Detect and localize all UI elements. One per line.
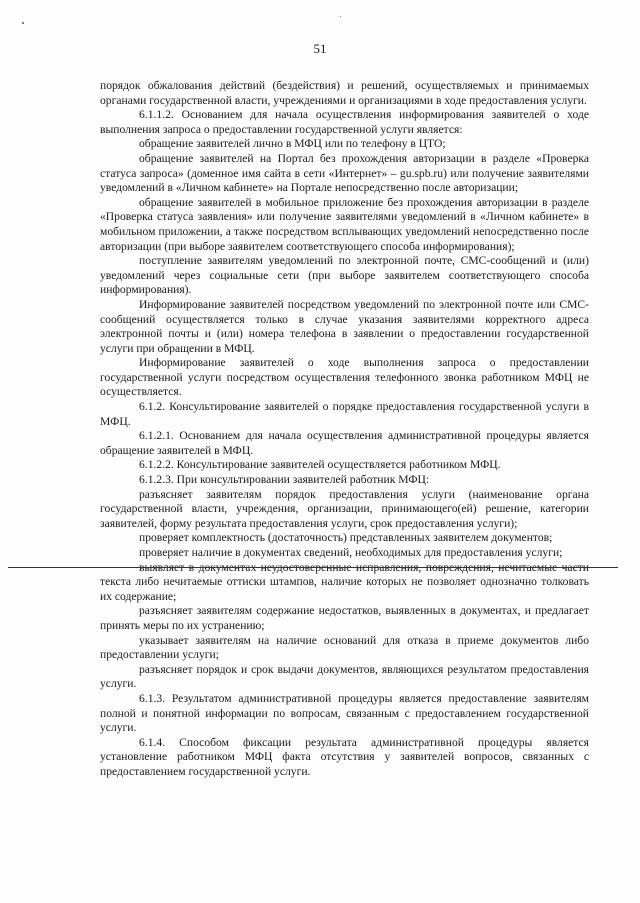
paragraph: разъясняет порядок и срок выдачи документов, являющихся результатом предоставления услуги. bbox=[100, 662, 589, 691]
paragraph: Информирование заявителей посредством уведомлений по электронной почте или СМС-сообщений осуществляется только в случае указания заявителями корректного адреса электронной почты и (или) номера телефона в заявлении о предоставлении государственной услуги при обращении в МФЦ. bbox=[100, 297, 589, 355]
paragraph: Информирование заявителей о ходе выполнения запроса о предоставлении государственной услуги посредством осуществления телефонного звонка работником МФЦ не осуществляется. bbox=[100, 356, 589, 399]
scan-artifact-line bbox=[8, 567, 618, 568]
paragraph: обращение заявителей в мобильное приложение без прохождения авторизации в разделе «Проверка статуса заявления» или получение заявителями уведомлений в «Личном кабинете» в мобильном приложении, а также посредством всплывающих уведомлений непосредственно после авторизации (при выборе заявителем соответствующего способа информирования); bbox=[100, 195, 589, 253]
paragraph: обращение заявителей лично в МФЦ или по телефону в ЦТО; bbox=[139, 137, 446, 151]
paragraph: 6.1.2.3. При консультировании заявителей работник МФЦ: bbox=[139, 473, 430, 487]
paragraph: 6.1.2.2. Консультирование заявителей осуществляется работником МФЦ. bbox=[139, 458, 501, 472]
scan-speck bbox=[22, 22, 24, 24]
paragraph: обращение заявителей на Портал без прохождения авторизации в разделе «Проверка статуса запроса» (доменное имя сайта в сети «Интернет» – gu.spb.ru) или получение заявителями уведомлений в «Личном кабинете» на Портале непосредственно после авторизации; bbox=[100, 151, 589, 195]
paragraph: 6.1.1.2. Основанием для начала осуществления информирования заявителей о ходе выполнения запроса о предоставлении государственной услуги является: bbox=[100, 108, 589, 136]
paragraph: 6.1.4. Способом фиксации результата административной процедуры является установление работником МФЦ факта отсутствия у заявителей вопросов, связанных с предоставлением государственной услуги. bbox=[100, 735, 589, 778]
document-body bbox=[100, 79, 589, 780]
paragraph: порядок обжалования действий (бездействия) и решений, осуществляемых и принимаемых органами государственной власти, учреждениями и организациями в ходе предоставления услуги. bbox=[100, 79, 589, 107]
paragraph: поступление заявителям уведомлений по электронной почте, СМС-сообщений и (или) уведомлений через социальные сети (при выборе заявителем соответствующего способа информирования). bbox=[100, 254, 589, 297]
paragraph: проверяет наличие в документах сведений, необходимых для предоставления услуги; bbox=[139, 546, 563, 559]
paragraph: разъясняет заявителям содержание недостатков, выявленных в документах, и предлагает принять меры по их устранению; bbox=[100, 604, 589, 632]
paragraph: выявляет в документах неудостоверенные исправления, повреждения, нечитаемые части текста либо нечитаемые оттиски штампов, наличие которых не позволяет однозначно толковать их содержание; bbox=[100, 560, 589, 603]
scan-speck bbox=[340, 16, 341, 17]
paragraph: указывает заявителям на наличие оснований для отказа в приеме документов либо предоставлении услуги; bbox=[100, 633, 589, 662]
paragraph: разъясняет заявителям порядок предоставления услуги (наименование органа государственной власти, учреждения, организации, принимающего(ей) решение, категории заявителей, форму результата предоставления услуги, срок предоставления услуги); bbox=[100, 487, 589, 530]
paragraph: 6.1.3. Результатом административной процедуры является предоставление заявителям полной и понятной информации по вопросам, связанным с предоставлением государственной услуги. bbox=[100, 691, 589, 735]
paragraph: проверяет комплектность (достаточность) представленных заявителем документов; bbox=[139, 531, 553, 545]
paragraph: 6.1.2.1. Основанием для начала осуществления административной процедуры является обращение заявителей в МФЦ. bbox=[100, 429, 589, 457]
paragraph: 6.1.2. Консультирование заявителей о порядке предоставления государственной услуги в МФЦ. bbox=[100, 400, 589, 428]
page-number: 51 bbox=[313, 41, 327, 56]
